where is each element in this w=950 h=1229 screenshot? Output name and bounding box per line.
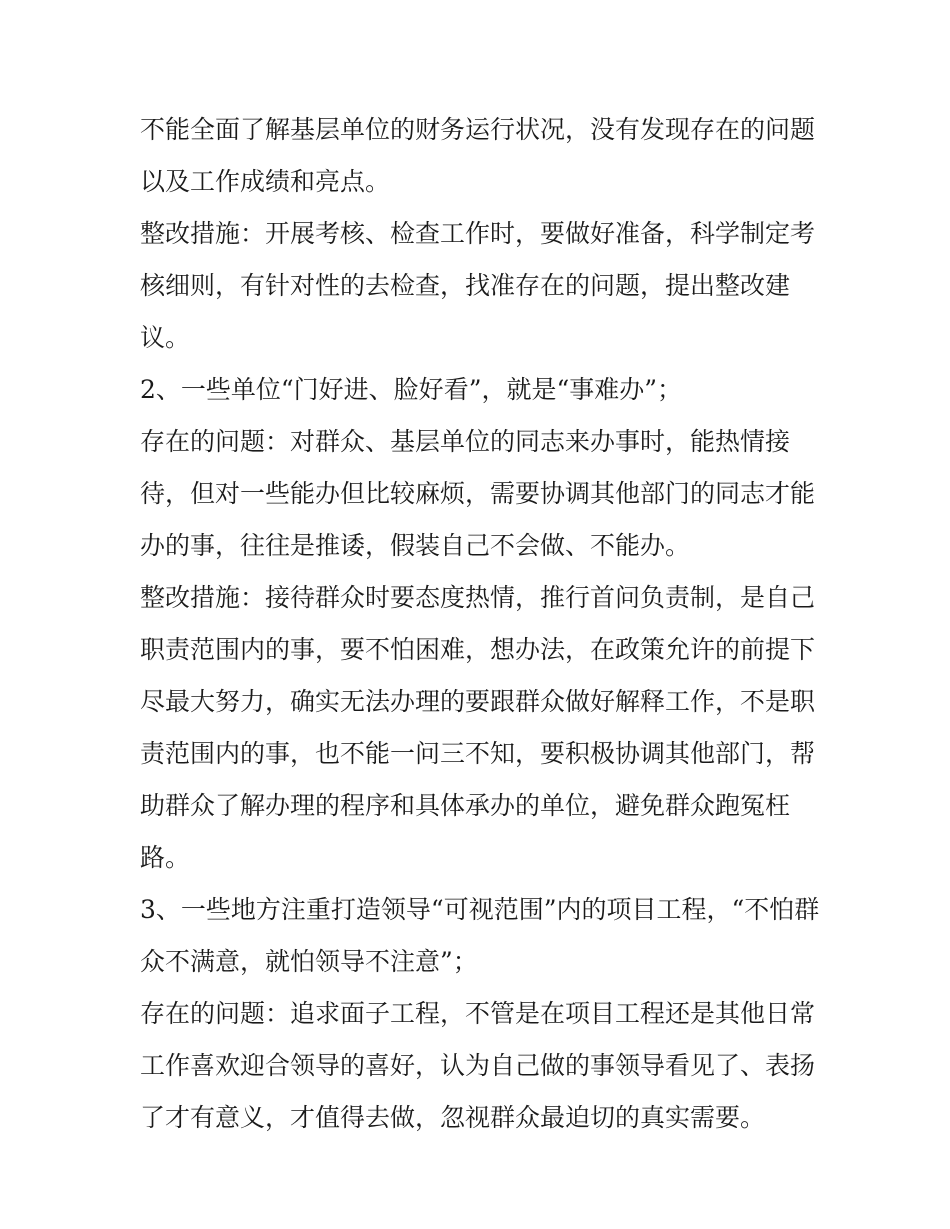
text-line: 办的事，往往是推诿，假装自己不会做、不能办。 [140,531,691,560]
text-line: 整改措施：接待群众时要态度热情，推行首问负责制，是自己 [140,583,816,612]
text-line: 尽最大努力，确实无法办理的要跟群众做好解释工作，不是职 [140,687,816,716]
text-line: 不能全面了解基层单位的财务运行状况，没有发现存在的问题 [140,115,816,144]
text-line: 整改措施：开展考核、检查工作时，要做好准备，科学制定考 [140,219,816,248]
text-line: 了才有意义，才值得去做，忽视群众最迫切的真实需要。 [140,1103,766,1132]
text-line: 存在的问题：追求面子工程，不管是在项目工程还是其他日常 [140,999,816,1028]
section-heading-3: 3、一些地方注重打造领导“可视范围”内的项目工程，“不怕群 [140,895,820,924]
section-heading-2: 2、一些单位“门好进、脸好看”，就是“事难办”； [140,375,683,404]
text-line: 议。 [140,323,191,352]
text-line: 路。 [140,843,191,872]
text-line: 核细则，有针对性的去检查，找准存在的问题，提出整改建 [140,271,791,300]
text-line: 责范围内的事，也不能一问三不知，要积极协调其他部门，帮 [140,739,816,768]
text-line: 助群众了解办理的程序和具体承办的单位，避免群众跑冤枉 [140,791,791,820]
text-line: 存在的问题：对群众、基层单位的同志来办事时，能热情接 [140,427,791,456]
text-line: 职责范围内的事，要不怕困难，想办法，在政策允许的前提下 [140,635,816,664]
text-line: 待，但对一些能办但比较麻烦，需要协调其他部门的同志才能 [140,479,816,508]
text-line: 众不满意，就怕领导不注意”； [140,947,478,976]
text-line: 以及工作成绩和亮点。 [140,167,391,196]
text-line: 工作喜欢迎合领导的喜好，认为自己做的事领导看见了、表扬 [140,1051,816,1080]
document-body [140,104,820,1144]
